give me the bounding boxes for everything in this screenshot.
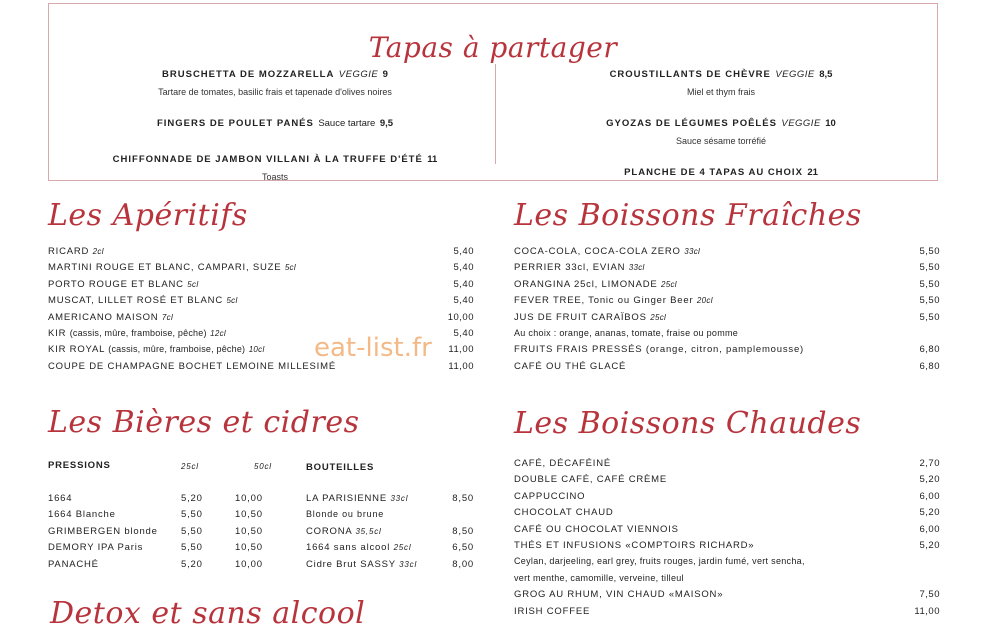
aperitif-qty: 7cl bbox=[161, 312, 174, 322]
aperitif-row bbox=[48, 279, 474, 295]
fraiches-section bbox=[514, 198, 940, 377]
chaudes-title: Les Boissons Chaudes bbox=[514, 406, 862, 441]
tapas-item-tag: VEGGIE bbox=[781, 118, 821, 129]
bieres-section bbox=[48, 405, 478, 570]
pression-price-50: 10,50 bbox=[235, 542, 263, 554]
tapas-item-desc: Miel et thym frais bbox=[686, 87, 755, 97]
bouteille-qty: 33cl bbox=[390, 494, 409, 503]
chaude-price: 5,20 bbox=[919, 474, 940, 486]
pression-price-50: 10,50 bbox=[235, 525, 263, 537]
chaude-price: 5,20 bbox=[919, 539, 940, 551]
bouteille-name: Cidre Brut SASSY bbox=[306, 558, 396, 570]
aperitif-row bbox=[48, 262, 474, 278]
fraiche-name-group bbox=[514, 279, 677, 295]
col-50cl-label: 50cl bbox=[254, 462, 272, 471]
aperitif-qty: 5cl bbox=[284, 263, 296, 273]
aperitif-row bbox=[48, 295, 474, 311]
pression-name: 1664 bbox=[48, 493, 73, 504]
fraiche-name: FEVER TREE, Tonic ou Ginger Beer bbox=[514, 295, 694, 307]
tapas-item-price: 11 bbox=[427, 154, 438, 165]
aperitif-detail: (cassis, mûre, framboise, pêche) bbox=[69, 327, 207, 338]
fraiche-name-group bbox=[514, 361, 626, 377]
bouteille-name: LA PARISIENNE bbox=[306, 493, 387, 504]
aperitif-row bbox=[48, 246, 474, 262]
bouteille-qty: 33cl bbox=[399, 559, 418, 569]
tapas-item-price: 21 bbox=[807, 167, 818, 178]
tapas-item-tag: VEGGIE bbox=[775, 69, 815, 80]
aperitif-name: MUSCAT, LILLET ROSÉ ET BLANC bbox=[48, 295, 223, 307]
chaude-name: DOUBLE CAFÉ, CAFÉ CRÈME bbox=[514, 474, 668, 486]
bouteille-name: CORONA bbox=[306, 525, 352, 537]
bouteille-name-group bbox=[306, 542, 411, 553]
aperitif-detail: (cassis, mûre, framboise, pêche) bbox=[108, 344, 246, 355]
tapas-item-name: BRUSCHETTA DE MOZZARELLA bbox=[162, 69, 335, 80]
chaude-name: Ceylan, darjeeling, earl grey, fruits rouges, jardin fumé, vert sencha, bbox=[514, 556, 805, 567]
tapas-box bbox=[48, 3, 938, 181]
pression-price-50: 10,00 bbox=[235, 558, 263, 570]
aperitif-row bbox=[48, 361, 474, 377]
tapas-title: Tapas à partager bbox=[368, 30, 618, 64]
chaude-price: 6,00 bbox=[919, 490, 940, 502]
chaude-name: CAFÉ, DÉCAFÉINÉ bbox=[514, 458, 611, 469]
chaude-price: 2,70 bbox=[919, 458, 940, 469]
tapas-item bbox=[506, 113, 936, 146]
aperitif-qty: 12cl bbox=[210, 328, 226, 338]
fraiche-qty: 20cl bbox=[696, 296, 713, 306]
bieres-table bbox=[48, 455, 478, 585]
tapas-item-desc: Tartare de tomates, basilic frais et tapenade d'olives noires bbox=[158, 87, 392, 97]
aperitif-name: MARTINI ROUGE ET BLANC, CAMPARI, SUZE bbox=[48, 262, 282, 274]
aperitif-name: COUPE DE CHAMPAGNE BOCHET LEMOINE MILLESIMÉ bbox=[48, 360, 336, 372]
chaude-row bbox=[514, 606, 940, 622]
tapas-item bbox=[506, 162, 936, 180]
fraiche-name: COCA-COLA, COCA-COLA ZERO bbox=[514, 246, 681, 257]
bouteille-name-group bbox=[306, 493, 408, 504]
fraiche-row bbox=[514, 279, 940, 295]
aperitif-price: 11,00 bbox=[448, 344, 474, 356]
pression-price-50: 10,50 bbox=[235, 509, 263, 521]
tapas-left-column bbox=[59, 64, 491, 198]
chaude-name: GROG AU RHUM, VIN CHAUD «MAISON» bbox=[514, 589, 724, 601]
fraiche-price: 5,50 bbox=[919, 311, 940, 323]
tapas-item bbox=[59, 64, 491, 97]
aperitif-price: 5,40 bbox=[453, 278, 474, 290]
pression-name: GRIMBERGEN blonde bbox=[48, 525, 158, 537]
chaude-row bbox=[514, 524, 940, 540]
aperitif-name-group bbox=[48, 279, 198, 295]
fraiche-name: JUS DE FRUIT CARAÏBOS bbox=[514, 311, 647, 323]
bouteille-price: 8,50 bbox=[452, 525, 474, 537]
bieres-title: Les Bières et cidres bbox=[48, 405, 360, 440]
chaude-name: CAFÉ OU CHOCOLAT VIENNOIS bbox=[514, 523, 679, 535]
aperitif-price: 5,40 bbox=[453, 295, 474, 307]
aperitif-name: RICARD bbox=[48, 246, 90, 257]
col-25cl-label: 25cl bbox=[181, 462, 199, 471]
fraiche-row bbox=[514, 344, 940, 360]
bouteille-price: 6,50 bbox=[452, 542, 474, 554]
fraiche-price: 6,80 bbox=[919, 360, 940, 372]
bouteille-name-group bbox=[306, 559, 417, 570]
fraiche-name-group bbox=[514, 328, 738, 344]
fraiche-row bbox=[514, 295, 940, 311]
fraiche-name: Au choix : orange, ananas, tomate, fraise ou pomme bbox=[514, 327, 739, 338]
pression-price-50: 10,00 bbox=[235, 493, 263, 504]
aperitif-qty: 5cl bbox=[226, 296, 238, 306]
chaudes-list bbox=[514, 458, 940, 622]
chaude-price: 7,50 bbox=[919, 589, 940, 601]
fraiche-name-group bbox=[514, 295, 713, 311]
chaude-price: 11,00 bbox=[914, 605, 940, 617]
aperitif-name: KIR bbox=[48, 327, 67, 339]
chaude-row bbox=[514, 458, 940, 474]
fraiche-name-group bbox=[514, 246, 700, 262]
aperitif-price: 5,40 bbox=[453, 262, 474, 274]
pression-price-25: 5,50 bbox=[181, 509, 203, 521]
pression-name: 1664 Blanche bbox=[48, 509, 116, 521]
tapas-divider bbox=[495, 64, 496, 164]
aperitif-name: AMERICANO MAISON bbox=[48, 311, 159, 323]
fraiche-name-group bbox=[514, 262, 645, 278]
fraiche-price: 6,80 bbox=[919, 344, 940, 356]
fraiche-qty: 33cl bbox=[628, 263, 645, 273]
chaude-name: IRISH COFFEE bbox=[514, 605, 591, 617]
aperitif-price: 5,40 bbox=[453, 327, 474, 339]
fraiche-row bbox=[514, 262, 940, 278]
chaudes-section bbox=[514, 406, 940, 622]
fraiche-row bbox=[514, 328, 940, 344]
aperitif-name-group bbox=[48, 361, 336, 377]
fraiches-list bbox=[514, 246, 940, 377]
bouteille-name: Blonde ou brune bbox=[306, 509, 385, 520]
chaude-price: 6,00 bbox=[919, 523, 940, 535]
aperitif-name: PORTO ROUGE ET BLANC bbox=[48, 278, 184, 290]
aperitif-price: 10,00 bbox=[447, 311, 474, 323]
aperitif-qty: 10cl bbox=[248, 345, 265, 355]
tapas-item-price: 9 bbox=[382, 69, 388, 80]
bouteille-qty: 35,5cl bbox=[355, 526, 382, 536]
fraiche-row bbox=[514, 312, 940, 328]
fraiche-name: PERRIER 33cl, EVIAN bbox=[514, 262, 626, 274]
bouteille-qty: 25cl bbox=[393, 543, 412, 553]
chaude-row bbox=[514, 491, 940, 507]
tapas-item-desc: Sauce sésame torréfié bbox=[675, 136, 767, 146]
aperitif-name-group bbox=[48, 295, 238, 311]
tapas-item-note: Sauce tartare bbox=[318, 118, 376, 129]
fraiches-title: Les Boissons Fraîches bbox=[514, 198, 862, 233]
tapas-item-name: PLANCHE DE 4 TAPAS AU CHOIX bbox=[624, 167, 803, 178]
pression-name: DEMORY IPA Paris bbox=[48, 542, 144, 554]
watermark: eat-list.fr bbox=[314, 333, 432, 363]
aperitif-price: 11,00 bbox=[448, 360, 474, 372]
tapas-item bbox=[59, 113, 491, 131]
aperitif-qty: 2cl bbox=[92, 247, 104, 256]
chaude-price: 5,20 bbox=[919, 507, 940, 519]
bouteille-name: 1664 sans alcool bbox=[306, 542, 391, 554]
chaude-row bbox=[514, 589, 940, 605]
pression-price-25: 5,50 bbox=[181, 525, 203, 537]
bouteille-name-group bbox=[306, 509, 384, 519]
aperitif-name-group bbox=[48, 262, 296, 278]
bouteille-price: 8,00 bbox=[452, 558, 474, 570]
fraiche-name-group bbox=[514, 312, 666, 328]
tapas-item-price: 9,5 bbox=[379, 118, 394, 129]
tapas-right-column bbox=[506, 64, 936, 196]
detox-title: Detox et sans alcool bbox=[50, 596, 366, 631]
pression-name: PANACHÉ bbox=[48, 558, 99, 570]
tapas-item-price: 8,5 bbox=[819, 69, 833, 80]
fraiche-price: 5,50 bbox=[919, 278, 940, 290]
pression-price-25: 5,50 bbox=[181, 542, 203, 554]
chaude-name: vert menthe, camomille, verveine, tilleul bbox=[514, 572, 684, 583]
tapas-item bbox=[59, 149, 491, 182]
fraiche-row bbox=[514, 246, 940, 262]
bouteille-price: 8,50 bbox=[452, 493, 474, 504]
fraiche-row bbox=[514, 361, 940, 377]
aperitif-name-group bbox=[48, 312, 173, 328]
fraiche-name-group bbox=[514, 344, 804, 360]
chaude-name: CHOCOLAT CHAUD bbox=[514, 507, 614, 519]
pression-price-25: 5,20 bbox=[181, 493, 203, 504]
fraiche-price: 5,50 bbox=[919, 295, 940, 307]
aperitif-name: KIR ROYAL bbox=[48, 344, 105, 356]
tapas-item-name: CROUSTILLANTS DE CHÈVRE bbox=[609, 69, 771, 80]
pressions-label: PRESSIONS bbox=[48, 460, 111, 471]
fraiche-name: FRUITS FRAIS PRESSÉS (orange, citron, pamplemousse) bbox=[514, 344, 804, 356]
fraiche-price: 5,50 bbox=[919, 262, 940, 274]
fraiche-qty: 25cl bbox=[660, 279, 677, 289]
tapas-item-desc: Toasts bbox=[261, 172, 288, 182]
aperitif-name-group bbox=[48, 344, 265, 360]
tapas-item-name: FINGERS DE POULET PANÉS bbox=[156, 118, 314, 129]
chaude-row bbox=[514, 507, 940, 523]
fraiche-price: 5,50 bbox=[919, 246, 940, 257]
chaude-row bbox=[514, 474, 940, 490]
chaude-row bbox=[514, 573, 940, 589]
aperitif-price: 5,40 bbox=[453, 246, 474, 257]
fraiche-qty: 25cl bbox=[650, 312, 667, 322]
tapas-item-tag: VEGGIE bbox=[338, 69, 379, 80]
fraiche-name: CAFÉ OU THÉ GLACÉ bbox=[514, 360, 627, 372]
bouteilles-label: BOUTEILLES bbox=[306, 462, 375, 473]
aperitif-name-group bbox=[48, 246, 104, 262]
chaude-row bbox=[514, 540, 940, 556]
detox-section bbox=[50, 596, 365, 632]
aperitif-qty: 5cl bbox=[187, 279, 199, 289]
aperitif-row bbox=[48, 312, 474, 328]
aperitifs-title: Les Apéritifs bbox=[48, 198, 248, 233]
pression-price-25: 5,20 bbox=[181, 558, 203, 570]
bouteille-name-group bbox=[306, 526, 382, 537]
chaude-row bbox=[514, 556, 940, 572]
fraiche-qty: 33cl bbox=[684, 247, 701, 256]
chaude-name: CAPPUCCINO bbox=[514, 490, 586, 502]
tapas-item-name: GYOZAS DE LÉGUMES POÊLÉS bbox=[606, 118, 777, 129]
chaude-name: THÉS ET INFUSIONS «COMPTOIRS RICHARD» bbox=[514, 539, 755, 551]
fraiche-name: ORANGINA 25cl, LIMONADE bbox=[514, 278, 658, 290]
aperitif-name-group bbox=[48, 328, 226, 344]
tapas-item-name: CHIFFONNADE DE JAMBON VILLANI À LA TRUFFE D'ÉTÉ bbox=[112, 154, 423, 165]
tapas-item-price: 10 bbox=[825, 118, 836, 129]
tapas-item bbox=[506, 64, 936, 97]
